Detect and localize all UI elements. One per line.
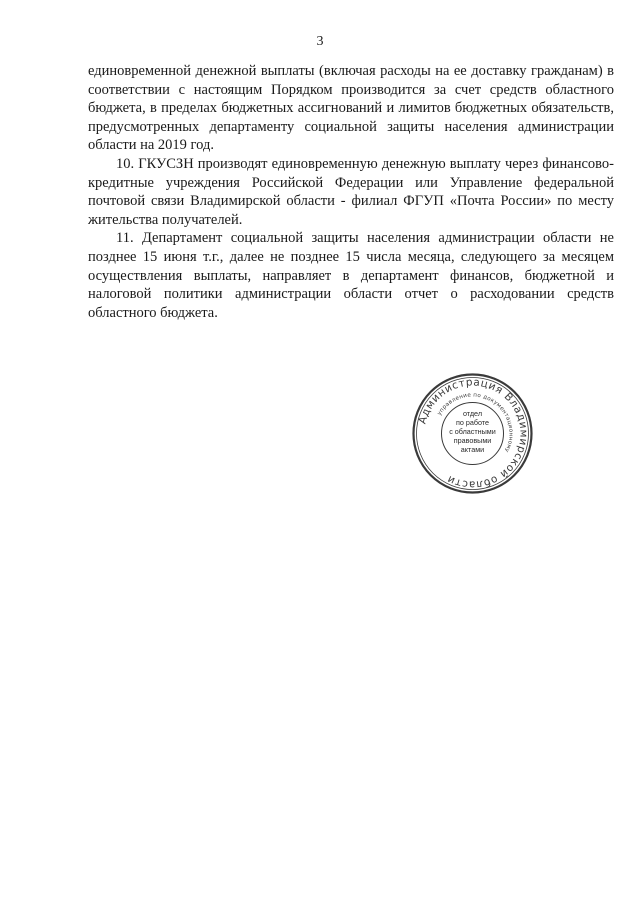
official-stamp	[410, 371, 535, 496]
paragraph-continuation: единовременной денежной выплаты (включая расходы на ее доставку гражданам) в соответствии с настоящим Порядком производится за счет средств областного бюджета, в пределах бюджетных ассигнований и лимитов бюджетных обязательств, предусмотренных департаменту социальной защиты населения администрации области на 2019 год.	[88, 63, 614, 154]
stamp-center-line: по работе	[455, 418, 490, 427]
stamp-outer-text: Администрация Владимирской области	[416, 376, 530, 491]
stamp-center-line: отдел	[462, 409, 483, 418]
paragraph-10: 10. ГКУСЗН производят единовременную денежную выплату через финансово-кредитные учреждения Российской Федерации или Управление федеральной почтовой связи Владимирской области - филиал ФГУП «Почта России» по месту жительства получателей.	[88, 155, 614, 228]
stamp-center-line: правовыми	[453, 436, 492, 445]
stamp-center-line: с областными	[449, 427, 496, 436]
stamp-center-line: актами	[460, 445, 485, 454]
paragraph-11: 11. Департамент социальной защиты населения администрации области не позднее 15 июня т.г., далее не позднее 15 числа месяца, следующего за месяцем осуществления выплаты, направляет в департамент финансов, бюджетной и налоговой политики администрации области отчет о расходовании средств областного бюджета.	[88, 230, 614, 321]
document-body	[88, 62, 614, 322]
page-number: 3	[316, 34, 324, 49]
stamp-inner-text: управление по документационному	[436, 392, 514, 454]
